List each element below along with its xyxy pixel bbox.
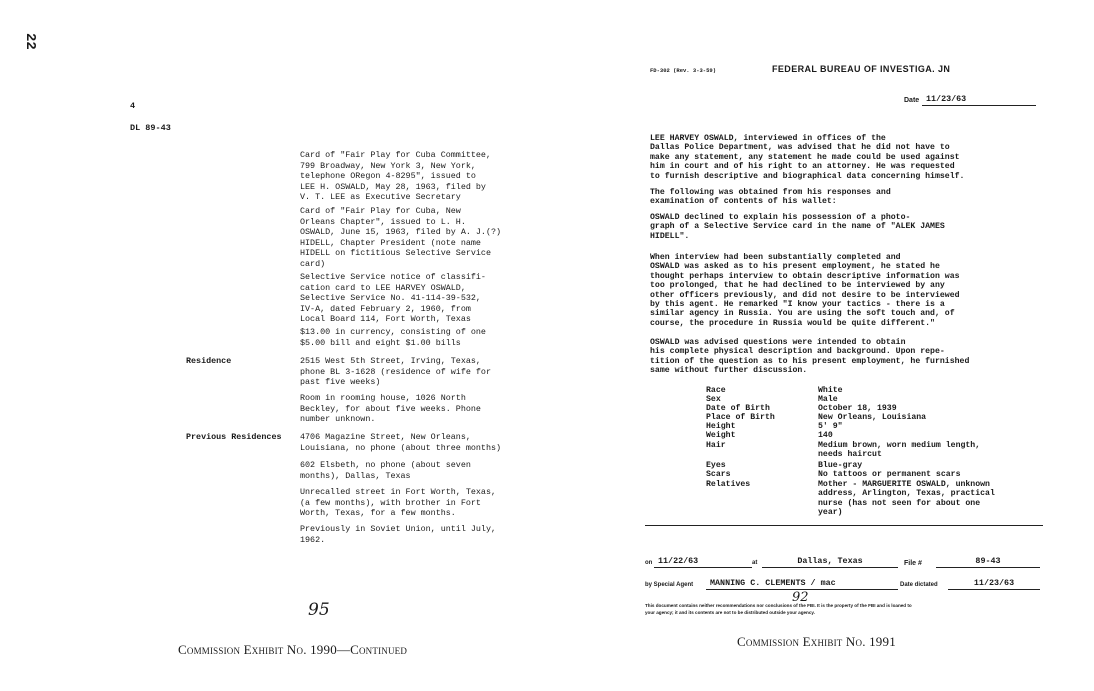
top-mark: 4 (130, 101, 136, 111)
desc-label-height: Height (706, 422, 736, 431)
desc-value-height: 5' 9" (818, 422, 843, 431)
on-label: on (645, 560, 653, 566)
desc-label-relatives: Relatives (706, 480, 751, 489)
desc-label-place-of-birth: Place of Birth (706, 413, 775, 422)
handwritten-page-number: 92 (792, 590, 809, 605)
date-dictated-value: 11/23/63 (948, 578, 1040, 590)
desc-value-hair: Medium brown, worn medium length, needs haircut (818, 441, 981, 460)
desc-label-eyes: Eyes (706, 461, 726, 470)
residence-irving: 2515 West 5th Street, Irving, Texas, phone BL 3-1628 (residence of wife for past five weeks) (300, 356, 491, 388)
form-code: FD-302 (Rev. 3-3-59) (650, 67, 717, 74)
page-number: 22 (22, 33, 38, 50)
paragraph-description-intro: OSWALD was advised questions were intended to obtain his complete physical description and background. Upon repe- tition of the question as to his present employment, he furnished same without further discussion. (650, 338, 970, 376)
paragraph-employment: When interview had been substantially completed and OSWALD was asked as to his present employment, he stated he thought perhaps interview to obtain descriptive information was too prolonged, that he had declined to be interviewed by any other officers previously, and did not desire to be interviewed by this agent. He remarked "I know your tactics - there is a similar agency in Russia. You are using the soft touch and, of course, the procedure in Russia would be quite different." (650, 253, 960, 328)
file-label: File # (904, 560, 922, 567)
desc-value-place-of-birth: New Orleans, Louisiana (818, 413, 927, 422)
desc-value-scars: No tattoos or permanent scars (818, 470, 961, 479)
date-value: 11/23/63 (922, 94, 1036, 106)
on-date-value: 11/22/63 (654, 556, 752, 568)
residence-label: Residence (186, 356, 232, 366)
disclaimer-line-2: your agency; it and its contents are not to be distributed outside your agency. (645, 610, 815, 615)
file-reference: DL 89-43 (130, 123, 171, 133)
handwritten-number: 95 (308, 600, 330, 620)
paragraph-responses: The following was obtained from his responses and examination of contents of his wallet: (650, 188, 891, 207)
desc-value-race: White (818, 386, 843, 395)
header-title: FEDERAL BUREAU OF INVESTIGA. JN (772, 64, 951, 74)
desc-label-scars: Scars (706, 470, 731, 479)
previous-residence-dallas: 602 Elsbeth, no phone (about seven months), Dallas, Texas (300, 460, 471, 481)
previous-residence-soviet-union: Previously in Soviet Union, until July, 1962. (300, 524, 497, 545)
desc-label-sex: Sex (706, 395, 721, 404)
desc-value-weight: 140 (818, 431, 833, 440)
disclaimer-line-1: This document contains neither recommendations nor conclusions of the FBI. It is the property of the FBI and is loaned to (645, 603, 912, 608)
desc-value-date-of-birth: October 18, 1939 (818, 404, 897, 413)
residence-rooming-house: Room in rooming house, 1026 North Beckley, for about five weeks. Phone number unknown. (300, 393, 481, 425)
left-caption: Commission Exhibit No. 1990—Continued (178, 642, 408, 657)
paragraph-photograph: OSWALD declined to explain his possession of a photo- graph of a Selective Service card in the name of "ALEK JAMES HIDELL". (650, 213, 945, 241)
special-agent-value: MANNING C. CLEMENTS / mac (706, 578, 898, 590)
previous-residence-fort-worth: Unrecalled street in Fort Worth, Texas, (a few months), with brother in Fort Worth, Texas, for a few months. (300, 487, 497, 519)
desc-label-hair: Hair (706, 441, 726, 450)
at-location-value: Dallas, Texas (762, 556, 898, 568)
paragraph-interview: LEE HARVEY OSWALD, interviewed in offices of the Dallas Police Department, was advised that he did not have to make any statement, any statement he made could be used against him in court and of his right to an attorney. He was requested to furnish descriptive and biographical data concerning himself. (650, 134, 965, 181)
desc-value-sex: Male (818, 395, 838, 404)
file-number-value: 89-43 (936, 556, 1040, 568)
previous-residences-label: Previous Residences (186, 432, 282, 442)
previous-residence-new-orleans: 4706 Magazine Street, New Orleans, Louisiana, no phone (about three months) (300, 432, 502, 453)
date-label: Date (904, 97, 920, 104)
desc-label-date-of-birth: Date of Birth (706, 404, 770, 413)
desc-label-race: Race (706, 386, 726, 395)
wallet-item-selective-service: Selective Service notice of classifi- cation card to LEE HARVEY OSWALD, Selective Service No. 41-114-39-532, IV-A, dated February 2, 1960, from Local Board 114, Fort Worth, Texas (300, 272, 486, 325)
wallet-item-fpcc-card: Card of "Fair Play for Cuba Committee, 799 Broadway, New York 3, New York, telephone ORegon 4-8295", issued to LEE H. OSWALD, May 28, 1963, filed by V. T. LEE as Executive Secretary (300, 150, 491, 203)
wallet-item-currency: $13.00 in currency, consisting of one $5.00 bill and eight $1.00 bills (300, 327, 486, 348)
wallet-item-new-orleans-card: Card of "Fair Play for Cuba, New Orleans Chapter", issued to L. H. OSWALD, June 15, 1963, filed by A. J.(?) HIDELL, Chapter President (note name HIDELL on fictitious Selective Service card) (300, 206, 502, 269)
desc-value-relatives: Mother - MARGUERITE OSWALD, unknown address, Arlington, Texas, practical nurse (has not seen for about one year) (818, 480, 995, 518)
right-caption: Commission Exhibit No. 1991 (737, 634, 896, 649)
date-dictated-label: Date dictated (900, 582, 938, 588)
desc-label-weight: Weight (706, 431, 736, 440)
desc-value-eyes: Blue-gray (818, 461, 863, 470)
footer-divider (645, 525, 1043, 526)
at-label: at (752, 560, 758, 566)
special-agent-label: by Special Agent (645, 582, 694, 588)
